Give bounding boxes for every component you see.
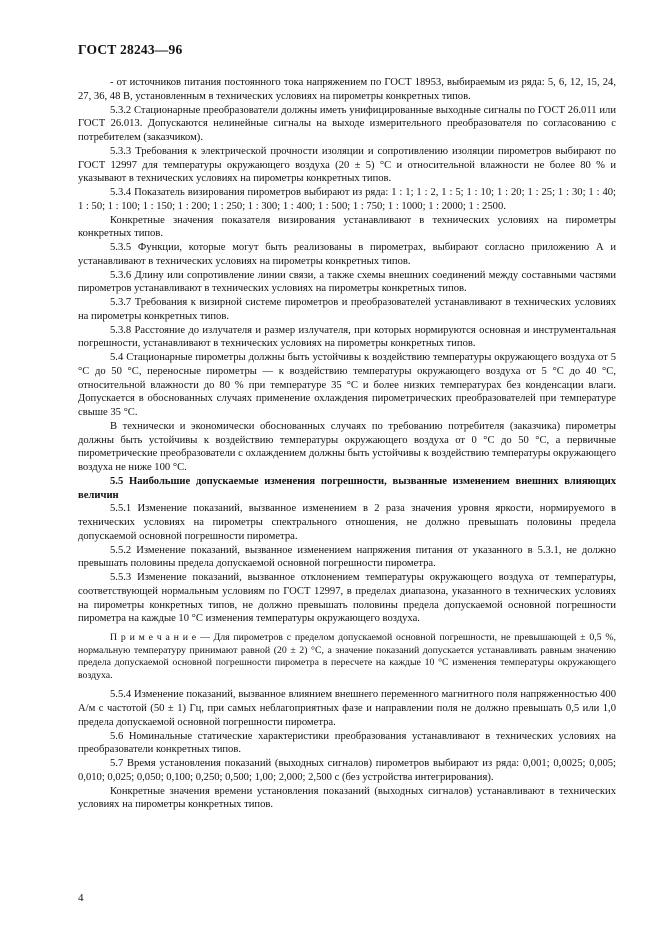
note-block xyxy=(78,632,616,682)
paragraph-5-3-8: 5.3.8 Расстояние до излучателя и размер излучателя, при которых нормируются основная и инструментальная погрешности, устанавливают в технических условиях на пирометры конкретных типов. xyxy=(78,324,616,350)
section-heading-5-5: 5.5 Наибольшие допускаемые изменения погрешности, вызванные изменением внешних влияющих величин xyxy=(78,475,616,501)
note-label: П р и м е ч а н и е xyxy=(110,632,197,643)
paragraph-5-5-3: 5.5.3 Изменение показаний, вызванное отклонением температуры окружающего воздуха от температуры, соответствующей нормальным условиям по ГОСТ 12997, в пределах диапазона, указанного в технических условиях на пирометры конкретных типов, не должно превышать половины предела допускаемой основной погрешности пирометра на каждые 10 °С изменения температуры окружающего воздуха. xyxy=(78,572,616,625)
paragraph-sighting-values: Конкретные значения показателя визирования устанавливают в технических условиях на пирометры конкретных типов. xyxy=(78,214,616,240)
paragraph-5-5-4: 5.5.4 Изменение показаний, вызванное влиянием внешнего переменного магнитного поля напряженностью 400 А/м с частотой (50 ± 1) Гц, при самых неблагоприятных фазе и направлении поля не должно превышать 0,5 или 1,0 предела допускаемой основной погрешности пирометра. xyxy=(78,689,616,728)
paragraph-5-3-6: 5.3.6 Длину или сопротивление линии связи, а также схемы внешних соединений между составными частями пирометров устанавливают в технических условиях на пирометры конкретных типов. xyxy=(78,269,616,295)
note-text: — Для пирометров с пределом допускаемой основной погрешности, не превышающей ± 0,5 %, нормальную температуру принимают равной (20 ± 2) °С, а значение показаний допускается устанавливать равным значению предела допускаемой основной погрешности пирометра в пересчете на каждые 10 °С изменения температуры окружающего воздуха. xyxy=(78,632,616,681)
page-number: 4 xyxy=(78,892,84,904)
paragraph-justified-cases: В технически и экономически обоснованных случаях по требованию потребителя (заказчика) пирометры должны быть устойчивы к воздействию температуры окружающего воздуха от 0 °С до 50 °С, а первичные пирометрические преобразователи с охлаждением должны быть устойчивы к воздействию температуры окружающего воздуха не ниже 100 °С. xyxy=(78,420,616,473)
paragraph-5-3-7: 5.3.7 Требования к визирной системе пирометров и преобразователей устанавливают в технических условиях на пирометры конкретных типов. xyxy=(78,297,616,322)
paragraph-5-3-3: 5.3.3 Требования к электрической прочности изоляции и сопротивлению изоляции пирометров выбирают по ГОСТ 12997 для температуры окружающего воздуха (20 ± 5) °С и относительной влажности не более 80 % и указывают в технических условиях на пирометры конкретных типов. xyxy=(78,145,616,185)
document-body xyxy=(78,76,616,812)
paragraph-power-sources: - от источников питания постоянного тока напряжением по ГОСТ 18953, выбираемым из ряда: 5, 6, 12, 15, 24, 27, 36, 48 В, установленным в технических условиях на пирометры конкретных типов. xyxy=(78,77,616,102)
paragraph-settling-values: Конкретные значения времени установления показаний (выходных сигналов) устанавливают в технических условиях на пирометры конкретных типов. xyxy=(78,785,616,811)
paragraph-5-5-2: 5.5.2 Изменение показаний, вызванное изменением напряжения питания от указанного в 5.3.1, не должно превышать половины предела допускаемой основной погрешности пирометра. xyxy=(78,544,616,570)
paragraph-5-5-1: 5.5.1 Изменение показаний, вызванное изменением в 2 раза значения уровня яркости, нормируемого в технических условиях на пирометры спектрального отношения, не должно превышать половины предела допускаемой основной погрешности пирометра. xyxy=(78,503,616,542)
standard-header: ГОСТ 28243—96 xyxy=(78,42,183,57)
paragraph-5-3-2: 5.3.2 Стационарные преобразователи должны иметь унифицированные выходные сигналы по ГОСТ 26.011 или ГОСТ 26.013. Допускаются нелинейные сигналы на выходе измерительного преобразователя по согласованию с потребителем (заказчиком). xyxy=(78,104,616,143)
paragraph-5-3-4: 5.3.4 Показатель визирования пирометров выбирают из ряда: 1 : 1; 1 : 2, 1 : 5; 1 : 10; 1 : 20; 1 : 25; 1 : 30; 1 : 40; 1 : 50; 1 : 100; 1 : 150; 1 : 200; 1 : 250; 1 : 300; 1 : 400; 1 : 500; 1 : 750; 1 : 1000; 1 : 2000; 1 : 2500. xyxy=(78,187,616,212)
paragraph-5-6: 5.6 Номинальные статические характеристики преобразования устанавливают в технических условиях на преобразователи конкретных типов. xyxy=(78,730,616,756)
paragraph-5-3-5: 5.3.5 Функции, которые могут быть реализованы в пирометрах, выбирают согласно приложению А и устанавливают в технических условиях на пирометры конкретных типов. xyxy=(78,242,616,267)
paragraph-5-7: 5.7 Время установления показаний (выходных сигналов) пирометров выбирают из ряда: 0,001; 0,0025; 0,005; 0,010; 0,025; 0,050; 0,100; 0,250; 0,500; 1,00; 2,000; 2,500 с (без устройства интегрирования). xyxy=(78,758,616,783)
paragraph-5-4: 5.4 Стационарные пирометры должны быть устойчивы к воздействию температуры окружающего воздуха от 5 °С до 50 °С, переносные пирометры — к воздействию температуры окружающего воздуха от 5 °С до 40 °С, относительной влажности до 80 % при температуре 35 °С и более низких температурах без конденсации влаги. Допускается в обоснованных случаях применение охлаждения пирометрических преобразователей при температуре свыше 35 °С. xyxy=(78,352,616,418)
